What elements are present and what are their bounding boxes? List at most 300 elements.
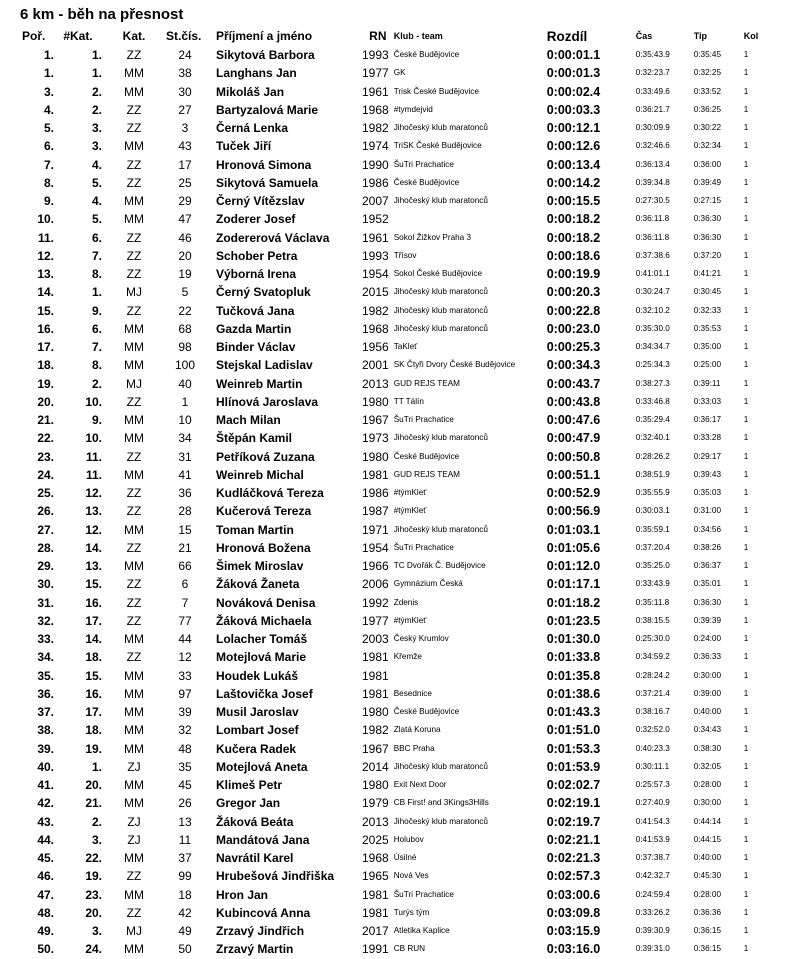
cell-laps: 1 bbox=[743, 287, 749, 297]
cell-difference: 0:01:33.8 bbox=[546, 650, 601, 665]
cell-club: Jihočeský klub maratonců bbox=[393, 761, 488, 771]
cell-position: 12. bbox=[37, 248, 54, 263]
cell-start-number: 36 bbox=[178, 486, 192, 500]
cell-position: 3. bbox=[43, 84, 54, 99]
cell-difference: 0:00:20.3 bbox=[546, 285, 601, 300]
cell-position: 50. bbox=[37, 942, 54, 957]
cell-club: Jihočeský klub maratonců bbox=[393, 524, 488, 534]
cell-tip: 0:33:03 bbox=[693, 396, 722, 406]
table-row bbox=[14, 338, 766, 356]
cell-time: 0:30:09.9 bbox=[635, 123, 670, 132]
cell-tip: 0:41:21 bbox=[693, 269, 722, 278]
cell-position: 18. bbox=[37, 358, 54, 373]
table-row bbox=[14, 265, 766, 283]
cell-category: MM bbox=[124, 668, 144, 683]
cell-difference: 0:01:43.3 bbox=[546, 705, 601, 719]
cell-position: 40. bbox=[37, 759, 54, 774]
cell-birth-year: 1980 bbox=[362, 705, 389, 719]
cell-category-rank: 9. bbox=[91, 413, 102, 427]
cell-birth-year: 1982 bbox=[362, 303, 389, 318]
cell-category-rank: 9. bbox=[91, 303, 102, 318]
cell-tip: 0:38:30 bbox=[693, 743, 722, 753]
cell-laps: 1 bbox=[743, 907, 749, 917]
cell-club: České Budějovice bbox=[393, 707, 460, 716]
cell-tip: 0:25:00 bbox=[693, 360, 722, 370]
cell-difference: 0:03:09.8 bbox=[546, 905, 601, 920]
cell-birth-year: 1979 bbox=[362, 796, 389, 811]
cell-category: ZZ bbox=[126, 504, 142, 519]
cell-category-rank: 7. bbox=[91, 340, 102, 354]
cell-club bbox=[394, 667, 547, 685]
cell-laps: 1 bbox=[743, 597, 749, 607]
table-row bbox=[14, 302, 766, 320]
cell-name: Motejlová Aneta bbox=[216, 759, 308, 774]
cell-category-rank: 19. bbox=[85, 741, 102, 756]
cell-tip: 0:33:52 bbox=[693, 86, 722, 96]
cell-club: GUD REJS TEAM bbox=[393, 469, 460, 479]
cell-position: 1. bbox=[43, 48, 54, 62]
cell-category: MM bbox=[124, 340, 144, 354]
cell-name: Gazda Martin bbox=[216, 321, 292, 336]
cell-club: ŠuTri Prachatice bbox=[393, 159, 454, 169]
cell-position: 33. bbox=[37, 632, 54, 646]
cell-category-rank: 1. bbox=[91, 285, 102, 300]
cell-difference: 0:00:02.4 bbox=[546, 84, 601, 99]
cell-club: Zlatá Koruna bbox=[393, 725, 441, 735]
cell-laps: 1 bbox=[743, 634, 749, 643]
cell-tip: 0:36:36 bbox=[693, 907, 722, 917]
cell-time: 0:36:13.4 bbox=[635, 159, 670, 169]
header-tip: Tip bbox=[693, 31, 708, 41]
table-row bbox=[14, 356, 766, 374]
cell-position: 30. bbox=[37, 577, 54, 592]
cell-birth-year: 1961 bbox=[362, 230, 389, 245]
cell-difference: 0:03:16.0 bbox=[546, 942, 601, 957]
cell-start-number: 43 bbox=[178, 139, 192, 154]
cell-difference: 0:00:51.1 bbox=[546, 467, 601, 482]
table-row bbox=[14, 776, 766, 794]
cell-category-rank: 14. bbox=[85, 540, 102, 555]
cell-position: 4. bbox=[43, 102, 54, 117]
cell-club: ŠuTri Prachatice bbox=[393, 415, 454, 424]
cell-difference: 0:00:15.5 bbox=[546, 194, 601, 208]
cell-club: #týmKleť bbox=[393, 488, 427, 497]
cell-category: MJ bbox=[126, 285, 142, 300]
cell-tip: 0:39:49 bbox=[693, 177, 722, 187]
cell-club: Jihočeský klub maratonců bbox=[393, 196, 488, 205]
cell-laps: 1 bbox=[743, 707, 749, 716]
cell-category-rank: 24. bbox=[85, 942, 102, 957]
cell-category: MM bbox=[124, 796, 144, 811]
cell-category-rank: 1. bbox=[91, 759, 102, 774]
cell-category-rank: 19. bbox=[85, 869, 102, 884]
header-name: Příjmení a jméno bbox=[216, 29, 313, 43]
cell-category: ZZ bbox=[126, 449, 142, 464]
cell-category: MM bbox=[124, 413, 144, 427]
table-row bbox=[14, 685, 766, 703]
cell-start-number: 34 bbox=[178, 431, 192, 446]
cell-category: ZZ bbox=[126, 540, 142, 555]
cell-laps: 1 bbox=[743, 342, 749, 351]
cell-category-rank: 2. bbox=[91, 376, 102, 391]
cell-tip: 0:34:43 bbox=[693, 725, 722, 735]
cell-position: 8. bbox=[43, 175, 54, 190]
cell-time: 0:33:49.6 bbox=[635, 86, 670, 96]
cell-position: 26. bbox=[37, 504, 54, 519]
cell-category-rank: 6. bbox=[91, 321, 102, 336]
cell-birth-year: 2013 bbox=[362, 376, 389, 391]
cell-club: TriSK České Budějovice bbox=[393, 141, 482, 151]
cell-position: 44. bbox=[37, 832, 54, 847]
cell-name: Hlínová Jaroslava bbox=[216, 394, 319, 409]
table-row bbox=[14, 101, 766, 119]
cell-time: 0:24:59.4 bbox=[635, 889, 670, 899]
cell-category: ZZ bbox=[126, 267, 142, 281]
cell-time: 0:25:57.3 bbox=[635, 780, 670, 789]
cell-category: MM bbox=[124, 686, 144, 701]
cell-category: MM bbox=[124, 212, 144, 227]
cell-category: ZZ bbox=[126, 175, 142, 190]
cell-name: Mach Milan bbox=[216, 413, 281, 427]
cell-position: 5. bbox=[43, 121, 54, 135]
cell-club: #týmKleť bbox=[393, 615, 427, 625]
cell-start-number: 3 bbox=[181, 121, 189, 135]
cell-difference: 0:00:47.9 bbox=[546, 431, 601, 446]
cell-difference: 0:01:51.0 bbox=[546, 723, 601, 738]
cell-category-rank: 8. bbox=[91, 358, 102, 373]
cell-tip: 0:36:15 bbox=[693, 926, 722, 935]
cell-club: Jihočeský klub maratonců bbox=[393, 305, 488, 315]
cell-time: 0:27:30.5 bbox=[635, 196, 670, 205]
cell-category-rank: 2. bbox=[91, 84, 102, 99]
table-row bbox=[14, 886, 766, 904]
cell-club: Jihočeský klub maratonců bbox=[393, 287, 488, 297]
table-row bbox=[14, 411, 766, 429]
table-row bbox=[14, 484, 766, 502]
cell-tip: 0:31:00 bbox=[693, 506, 722, 516]
cell-start-number: 6 bbox=[181, 577, 189, 592]
cell-time: 0:32:10.2 bbox=[635, 305, 670, 315]
cell-start-number: 98 bbox=[178, 340, 192, 354]
cell-start-number: 30 bbox=[178, 84, 192, 99]
cell-birth-year: 1981 bbox=[362, 668, 389, 683]
table-row bbox=[14, 557, 766, 575]
cell-position: 19. bbox=[37, 376, 54, 391]
cell-club: Gymnázium Česká bbox=[393, 579, 463, 589]
cell-name: Gregor Jan bbox=[216, 796, 281, 811]
cell-name: Štěpán Kamil bbox=[216, 431, 293, 446]
cell-time: 0:39:30.9 bbox=[635, 926, 670, 935]
cell-tip: 0:35:03 bbox=[693, 488, 722, 497]
cell-time: 0:35:11.8 bbox=[635, 597, 670, 607]
cell-difference: 0:01:03.1 bbox=[546, 522, 601, 537]
cell-name: Binder Václav bbox=[216, 340, 296, 354]
cell-club: TT Tálín bbox=[393, 396, 424, 406]
cell-category: MM bbox=[124, 139, 144, 154]
cell-start-number: 66 bbox=[178, 559, 192, 573]
cell-birth-year: 1981 bbox=[362, 905, 389, 920]
cell-start-number: 32 bbox=[178, 723, 192, 738]
cell-club: BBC Praha bbox=[393, 743, 435, 753]
cell-category: MM bbox=[124, 705, 144, 719]
cell-club: Turýs tým bbox=[393, 907, 430, 917]
cell-category-rank: 20. bbox=[85, 778, 102, 792]
cell-tip: 0:36:17 bbox=[693, 415, 722, 424]
cell-start-number: 46 bbox=[178, 230, 192, 245]
cell-position: 31. bbox=[37, 595, 54, 610]
cell-difference: 0:00:34.3 bbox=[546, 358, 601, 373]
cell-tip: 0:36:15 bbox=[693, 944, 722, 954]
cell-start-number: 22 bbox=[178, 303, 192, 318]
cell-position: 46. bbox=[37, 869, 54, 884]
cell-laps: 1 bbox=[743, 214, 749, 224]
cell-start-number: 1 bbox=[181, 394, 189, 409]
cell-start-number: 5 bbox=[181, 285, 189, 300]
cell-laps: 1 bbox=[743, 488, 749, 497]
cell-tip: 0:39:39 bbox=[693, 615, 722, 625]
cell-time: 0:42:32.7 bbox=[635, 871, 670, 881]
cell-category-rank: 11. bbox=[85, 449, 102, 464]
cell-category-rank: 2. bbox=[91, 102, 102, 117]
cell-tip: 0:37:20 bbox=[693, 250, 722, 260]
cell-laps: 1 bbox=[743, 615, 749, 625]
cell-birth-year: 1981 bbox=[362, 467, 389, 482]
table-row bbox=[14, 320, 766, 338]
cell-position: 20. bbox=[37, 394, 54, 409]
cell-time: 0:30:24.7 bbox=[635, 287, 670, 297]
cell-difference: 0:00:18.2 bbox=[546, 230, 601, 245]
cell-name: Zrzavý Martin bbox=[216, 942, 294, 957]
cell-tip: 0:30:00 bbox=[693, 670, 722, 680]
cell-club: Holubov bbox=[393, 834, 424, 844]
cell-club: České Budějovice bbox=[393, 50, 460, 59]
cell-club: České Budějovice bbox=[393, 177, 460, 187]
cell-category-rank: 3. bbox=[91, 139, 102, 154]
cell-tip: 0:30:22 bbox=[693, 123, 722, 132]
cell-start-number: 35 bbox=[178, 759, 192, 774]
cell-start-number: 45 bbox=[178, 778, 192, 792]
cell-name: Sikytová Samuela bbox=[216, 175, 319, 190]
table-row bbox=[14, 283, 766, 301]
cell-name: Lolacher Tomáš bbox=[216, 632, 308, 646]
cell-name: Žáková Michaela bbox=[216, 613, 312, 628]
cell-category: MM bbox=[124, 84, 144, 99]
cell-birth-year: 1954 bbox=[362, 540, 389, 555]
cell-birth-year: 2014 bbox=[362, 759, 389, 774]
cell-difference: 0:01:35.8 bbox=[546, 668, 601, 683]
cell-category: ZJ bbox=[127, 759, 141, 774]
cell-birth-year: 1993 bbox=[362, 248, 389, 263]
cell-difference: 0:02:21.3 bbox=[546, 851, 601, 865]
table-row bbox=[14, 210, 766, 228]
cell-difference: 0:00:52.9 bbox=[546, 486, 601, 500]
cell-time: 0:36:11.8 bbox=[635, 214, 670, 224]
cell-difference: 0:01:17.1 bbox=[546, 577, 601, 592]
cell-time: 0:34:34.7 bbox=[635, 342, 670, 351]
cell-position: 37. bbox=[37, 705, 54, 719]
cell-category-rank: 18. bbox=[85, 723, 102, 738]
cell-laps: 1 bbox=[743, 798, 749, 808]
cell-position: 39. bbox=[37, 741, 54, 756]
cell-name: Kubincová Anna bbox=[216, 905, 311, 920]
cell-tip: 0:24:00 bbox=[693, 634, 722, 643]
cell-name: Hrubešová Jindřiška bbox=[216, 869, 335, 884]
cell-difference: 0:01:12.0 bbox=[546, 559, 601, 573]
cell-club: Úsilné bbox=[393, 853, 417, 862]
table-row bbox=[14, 758, 766, 776]
cell-tip: 0:29:17 bbox=[693, 451, 722, 461]
cell-category-rank: 15. bbox=[85, 668, 102, 683]
table-row bbox=[14, 521, 766, 539]
cell-laps: 1 bbox=[743, 524, 749, 534]
cell-category: MM bbox=[124, 66, 144, 81]
cell-category-rank: 13. bbox=[85, 504, 102, 519]
cell-position: 47. bbox=[37, 887, 54, 902]
table-row bbox=[14, 539, 766, 557]
cell-category: ZZ bbox=[126, 577, 142, 592]
cell-time: 0:33:43.9 bbox=[635, 579, 670, 589]
cell-position: 36. bbox=[37, 686, 54, 701]
cell-category: ZZ bbox=[126, 248, 142, 263]
cell-category-rank: 13. bbox=[85, 559, 102, 573]
cell-position: 25. bbox=[37, 486, 54, 500]
cell-laps: 1 bbox=[743, 652, 749, 662]
cell-birth-year: 2007 bbox=[362, 194, 389, 208]
cell-birth-year: 1956 bbox=[362, 340, 389, 354]
table-row bbox=[14, 137, 766, 155]
table-row bbox=[14, 721, 766, 739]
cell-tip: 0:36:25 bbox=[693, 104, 722, 114]
cell-difference: 0:00:23.0 bbox=[546, 321, 601, 336]
cell-start-number: 97 bbox=[178, 686, 192, 701]
cell-laps: 1 bbox=[743, 360, 749, 370]
cell-name: Kudláčková Tereza bbox=[216, 486, 324, 500]
cell-laps: 1 bbox=[743, 816, 749, 826]
cell-difference: 0:00:43.7 bbox=[546, 376, 601, 391]
cell-start-number: 37 bbox=[178, 851, 192, 865]
cell-time: 0:37:38.6 bbox=[635, 250, 670, 260]
cell-difference: 0:01:30.0 bbox=[546, 632, 601, 646]
cell-name: Hronová Božena bbox=[216, 540, 311, 555]
cell-difference: 0:01:18.2 bbox=[546, 595, 601, 610]
cell-time: 0:38:51.9 bbox=[635, 469, 670, 479]
cell-position: 23. bbox=[37, 449, 54, 464]
cell-tip: 0:36:37 bbox=[693, 561, 722, 570]
cell-position: 10. bbox=[37, 212, 54, 227]
cell-difference: 0:00:01.1 bbox=[546, 48, 601, 62]
cell-position: 48. bbox=[37, 905, 54, 920]
cell-laps: 1 bbox=[743, 415, 749, 424]
cell-time: 0:33:46.8 bbox=[635, 396, 670, 406]
cell-tip: 0:36:00 bbox=[693, 159, 722, 169]
cell-club: Sokol České Budějovice bbox=[393, 269, 482, 278]
table-row bbox=[14, 703, 766, 721]
cell-name: Tuček Jiří bbox=[216, 139, 272, 154]
cell-category: MJ bbox=[126, 376, 142, 391]
cell-tip: 0:44:14 bbox=[693, 816, 722, 826]
cell-difference: 0:00:25.3 bbox=[546, 340, 601, 354]
cell-club: #týmKleť bbox=[393, 506, 427, 516]
cell-tip: 0:32:05 bbox=[693, 761, 722, 771]
cell-tip: 0:39:43 bbox=[693, 469, 722, 479]
cell-birth-year: 1992 bbox=[362, 595, 389, 610]
cell-tip: 0:35:53 bbox=[693, 323, 722, 333]
cell-category-rank: 3. bbox=[91, 832, 102, 847]
cell-category-rank: 6. bbox=[91, 230, 102, 245]
cell-tip: 0:35:45 bbox=[693, 50, 722, 59]
cell-name: Stejskal Ladislav bbox=[216, 358, 313, 373]
cell-category-rank: 3. bbox=[91, 121, 102, 135]
cell-laps: 1 bbox=[743, 834, 749, 844]
cell-difference: 0:00:47.6 bbox=[546, 413, 601, 427]
cell-time: 0:36:21.7 bbox=[635, 104, 670, 114]
cell-name: Černý Vítězslav bbox=[216, 194, 305, 208]
cell-birth-year: 2017 bbox=[362, 924, 389, 938]
cell-tip: 0:40:00 bbox=[693, 707, 722, 716]
cell-category: MM bbox=[124, 358, 144, 373]
cell-laps: 1 bbox=[743, 433, 749, 443]
cell-category-rank: 5. bbox=[91, 212, 102, 227]
cell-name: Zrzavý Jindřich bbox=[216, 924, 305, 938]
cell-tip: 0:32:33 bbox=[693, 305, 722, 315]
cell-club: CB First! and 3Kings3Hills bbox=[393, 798, 489, 808]
cell-category: MM bbox=[124, 741, 144, 756]
cell-birth-year: 1977 bbox=[362, 66, 389, 81]
cell-tip: 0:44:15 bbox=[693, 834, 722, 844]
cell-category-rank: 14. bbox=[85, 632, 102, 646]
cell-start-number: 29 bbox=[178, 194, 192, 208]
cell-position: 1. bbox=[43, 66, 54, 81]
cell-birth-year: 2003 bbox=[362, 632, 389, 646]
cell-laps: 1 bbox=[743, 780, 749, 789]
cell-club: Exit Next Door bbox=[393, 780, 447, 789]
cell-club: GK bbox=[393, 68, 406, 78]
table-row bbox=[14, 375, 766, 393]
cell-position: 11. bbox=[37, 230, 54, 245]
cell-category: MM bbox=[124, 942, 144, 957]
cell-difference: 0:00:12.1 bbox=[546, 121, 601, 135]
cell-start-number: 11 bbox=[178, 832, 192, 847]
cell-laps: 1 bbox=[743, 688, 749, 698]
header-category: Kat. bbox=[122, 29, 146, 43]
cell-laps: 1 bbox=[743, 889, 749, 899]
table-row bbox=[14, 813, 766, 831]
cell-tip: 0:30:45 bbox=[693, 287, 722, 297]
cell-category: MM bbox=[124, 851, 144, 865]
cell-club: Sokol Žižkov Praha 3 bbox=[393, 232, 472, 242]
cell-birth-year: 1967 bbox=[362, 413, 389, 427]
cell-name: Mandátová Jana bbox=[216, 832, 310, 847]
cell-name: Šimek Miroslav bbox=[216, 559, 304, 573]
cell-laps: 1 bbox=[743, 141, 749, 151]
cell-start-number: 7 bbox=[181, 595, 189, 610]
cell-tip: 0:27:15 bbox=[693, 196, 722, 205]
cell-tip: 0:28:00 bbox=[693, 780, 722, 789]
cell-position: 24. bbox=[37, 467, 54, 482]
table-row bbox=[14, 922, 766, 940]
header-position: Poř. bbox=[22, 29, 46, 43]
cell-category: ZZ bbox=[126, 303, 142, 318]
header-start-number: St.čís. bbox=[166, 29, 202, 43]
cell-start-number: 24 bbox=[178, 48, 192, 62]
cell-birth-year: 1981 bbox=[362, 686, 389, 701]
cell-start-number: 33 bbox=[178, 668, 192, 683]
header-time: Čas bbox=[635, 31, 653, 41]
cell-category-rank: 20. bbox=[85, 905, 102, 920]
cell-birth-year: 1981 bbox=[362, 887, 389, 902]
cell-birth-year: 1980 bbox=[362, 394, 389, 409]
table-row bbox=[14, 393, 766, 411]
